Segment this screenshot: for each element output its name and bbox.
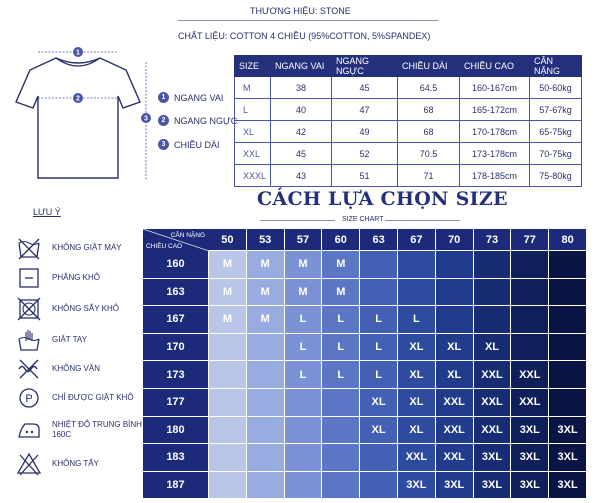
size-chart-cell: XXL bbox=[398, 444, 435, 471]
size-chart-cell: XXL bbox=[511, 361, 548, 388]
size-chart-label: SIZE CHART bbox=[342, 216, 384, 223]
height-cell: 170-178cm bbox=[460, 121, 530, 143]
size-chart-cell: L bbox=[322, 361, 359, 388]
table-row bbox=[235, 99, 582, 121]
height-header: 183 bbox=[143, 444, 208, 471]
size-chart-cell bbox=[247, 334, 284, 361]
size-chart-cell: M bbox=[209, 306, 246, 333]
iron-medium-icon bbox=[16, 417, 42, 443]
size-chart-cell bbox=[322, 444, 359, 471]
brand-divider bbox=[178, 20, 438, 21]
size-chart-cell: XL bbox=[360, 417, 397, 444]
size-chart-cell bbox=[360, 444, 397, 471]
size-chart-cell bbox=[511, 306, 548, 333]
size-chart-cell: M bbox=[247, 306, 284, 333]
height-header: 160 bbox=[143, 251, 208, 278]
x-axis-label: CÂN NẶNG bbox=[170, 232, 205, 239]
length-cell: 64.5 bbox=[398, 77, 460, 99]
size-chart-cell bbox=[549, 251, 586, 278]
col-header: NGANG VAI bbox=[271, 56, 332, 77]
size-chart-cell: XL bbox=[398, 417, 435, 444]
chart-title-divider bbox=[260, 220, 335, 221]
weight-header: 70 bbox=[436, 229, 473, 250]
care-label: NHIỆT ĐỘ TRUNG BÌNH 160C bbox=[52, 420, 142, 439]
legend-length bbox=[158, 139, 220, 150]
legend-label: CHIỀU DÀI bbox=[174, 139, 220, 150]
size-chart-cell: L bbox=[285, 361, 322, 388]
weight-header: 60 bbox=[322, 229, 359, 250]
weight-cell: 75-80kg bbox=[530, 165, 582, 187]
marker-3: 3 bbox=[144, 115, 148, 123]
care-label: GIẶT TAY bbox=[52, 335, 87, 344]
size-chart-cell: XXL bbox=[436, 389, 473, 416]
care-label: KHÔNG VẶN bbox=[52, 364, 101, 373]
grid-corner bbox=[143, 229, 209, 251]
size-chart-cell bbox=[285, 417, 322, 444]
size-chart-cell bbox=[209, 444, 246, 471]
size-chart-cell bbox=[474, 279, 511, 306]
size-chart-cell bbox=[285, 389, 322, 416]
legend-shoulder bbox=[158, 92, 223, 103]
size-cell: M bbox=[235, 77, 271, 99]
size-chart-cell: 3XL bbox=[511, 417, 548, 444]
size-chart-cell: XL bbox=[436, 334, 473, 361]
size-chart-cell bbox=[209, 472, 246, 499]
size-chart-cell bbox=[209, 361, 246, 388]
size-chart-cell bbox=[398, 251, 435, 278]
size-chart-cell bbox=[285, 472, 322, 499]
table-row bbox=[235, 165, 582, 187]
size-chart-cell bbox=[549, 279, 586, 306]
size-chart-cell bbox=[436, 306, 473, 333]
no-wring-icon bbox=[16, 356, 42, 382]
legend-num: 2 bbox=[158, 115, 169, 126]
size-chart-cell: 3XL bbox=[511, 444, 548, 471]
chart-title: CÁCH LỰA CHỌN SIZE bbox=[257, 188, 508, 210]
care-item bbox=[16, 417, 157, 443]
size-chart-cell bbox=[549, 334, 586, 361]
height-cell: 165-172cm bbox=[460, 99, 530, 121]
size-chart-cell bbox=[511, 334, 548, 361]
care-item bbox=[16, 296, 157, 322]
col-header: SIZE bbox=[235, 56, 271, 77]
weight-header: 53 bbox=[247, 229, 284, 250]
size-chart-cell bbox=[360, 251, 397, 278]
size-chart-cell bbox=[285, 444, 322, 471]
size-chart-cell bbox=[511, 251, 548, 278]
size-chart-cell bbox=[247, 444, 284, 471]
size-chart-cell bbox=[209, 417, 246, 444]
length-cell: 68 bbox=[398, 99, 460, 121]
size-chart-cell: XXL bbox=[511, 389, 548, 416]
care-label: PHẲNG KHÔ bbox=[52, 273, 101, 282]
size-chart-cell bbox=[549, 389, 586, 416]
weight-header: 67 bbox=[398, 229, 435, 250]
size-chart-cell: XL bbox=[398, 334, 435, 361]
size-chart-cell: XXL bbox=[474, 417, 511, 444]
size-chart-cell: M bbox=[322, 251, 359, 278]
size-chart-cell: M bbox=[209, 279, 246, 306]
size-chart-cell: 3XL bbox=[549, 417, 586, 444]
size-chart-cell bbox=[436, 279, 473, 306]
size-chart-cell: 3XL bbox=[549, 444, 586, 471]
weight-header: 77 bbox=[511, 229, 548, 250]
weight-cell: 70-75kg bbox=[530, 143, 582, 165]
chest-cell: 47 bbox=[332, 99, 398, 121]
care-label: KHÔNG GIẶT MÁY bbox=[52, 243, 122, 252]
size-chart-cell bbox=[549, 361, 586, 388]
size-cell: XXL bbox=[235, 143, 271, 165]
care-label: KHÔNG SẤY KHÔ bbox=[52, 304, 119, 313]
marker-1: 1 bbox=[76, 49, 80, 57]
height-header: 180 bbox=[143, 417, 208, 444]
size-chart-cell: XXL bbox=[436, 417, 473, 444]
height-header: 173 bbox=[143, 361, 208, 388]
size-chart-cell bbox=[322, 389, 359, 416]
size-chart-cell: L bbox=[360, 334, 397, 361]
col-header: CHIỀU CAO bbox=[460, 56, 530, 77]
size-chart-cell: M bbox=[209, 251, 246, 278]
size-chart-cell bbox=[474, 251, 511, 278]
care-item bbox=[16, 265, 157, 291]
svg-text:P: P bbox=[25, 393, 33, 405]
shoulder-cell: 45 bbox=[271, 143, 332, 165]
size-chart-cell: M bbox=[322, 279, 359, 306]
size-chart-cell: L bbox=[360, 361, 397, 388]
material-line: CHẤT LIỆU: COTTON 4 CHIỀU (95%COTTON, 5%SPANDEX) bbox=[178, 31, 431, 41]
y-axis-label: CHIỀU CAO bbox=[146, 243, 183, 250]
size-chart-cell bbox=[322, 472, 359, 499]
size-chart-cell: M bbox=[247, 251, 284, 278]
size-chart-cell: XXL bbox=[474, 389, 511, 416]
no-bleach-icon bbox=[16, 451, 42, 477]
chest-cell: 51 bbox=[332, 165, 398, 187]
shoulder-cell: 40 bbox=[271, 99, 332, 121]
legend-num: 1 bbox=[158, 92, 169, 103]
size-chart-cell bbox=[247, 361, 284, 388]
hand-wash-icon bbox=[16, 327, 42, 353]
shoulder-cell: 42 bbox=[271, 121, 332, 143]
size-chart-cell: 3XL bbox=[398, 472, 435, 499]
height-header: 177 bbox=[143, 389, 208, 416]
size-chart-cell: XXL bbox=[436, 444, 473, 471]
size-chart-cell bbox=[474, 306, 511, 333]
col-header: NGANG NGỰC bbox=[332, 56, 398, 77]
size-chart-cell: 3XL bbox=[549, 472, 586, 499]
shoulder-cell: 43 bbox=[271, 165, 332, 187]
care-label: CHỈ ĐƯỢC GIẶT KHÔ bbox=[52, 393, 134, 402]
size-chart-cell bbox=[360, 472, 397, 499]
weight-header: 50 bbox=[209, 229, 246, 250]
size-chart-cell bbox=[247, 389, 284, 416]
size-chart-cell bbox=[549, 306, 586, 333]
weight-header: 80 bbox=[549, 229, 586, 250]
size-chart-cell: L bbox=[322, 306, 359, 333]
size-cell: XXXL bbox=[235, 165, 271, 187]
legend-num: 3 bbox=[158, 139, 169, 150]
height-cell: 160-167cm bbox=[460, 77, 530, 99]
height-cell: 178-185cm bbox=[460, 165, 530, 187]
size-chart-cell: M bbox=[285, 279, 322, 306]
size-chart-cell: L bbox=[398, 306, 435, 333]
marker-2: 2 bbox=[76, 95, 80, 103]
length-cell: 70.5 bbox=[398, 143, 460, 165]
care-title: LƯU Ý bbox=[33, 207, 61, 217]
height-cell: 173-178cm bbox=[460, 143, 530, 165]
size-chart-cell: XL bbox=[474, 334, 511, 361]
size-chart-cell bbox=[247, 472, 284, 499]
weight-header: 63 bbox=[360, 229, 397, 250]
size-chart-cell: XL bbox=[398, 389, 435, 416]
care-item bbox=[16, 327, 157, 353]
weight-cell: 65-75kg bbox=[530, 121, 582, 143]
brand-line: THƯƠNG HIỆU: STONE bbox=[250, 6, 351, 16]
care-item bbox=[16, 235, 157, 261]
chart-title-divider bbox=[385, 220, 460, 221]
size-chart-cell bbox=[436, 251, 473, 278]
table-row bbox=[235, 121, 582, 143]
height-header: 170 bbox=[143, 334, 208, 361]
size-chart-cell bbox=[322, 417, 359, 444]
size-table bbox=[234, 55, 582, 187]
size-chart-cell: L bbox=[285, 306, 322, 333]
chest-cell: 52 bbox=[332, 143, 398, 165]
size-chart-cell: XL bbox=[398, 361, 435, 388]
care-label: KHÔNG TẨY bbox=[52, 459, 99, 468]
height-header: 163 bbox=[143, 279, 208, 306]
size-chart-cell: XL bbox=[360, 389, 397, 416]
weight-header: 57 bbox=[285, 229, 322, 250]
dry-clean-icon bbox=[16, 385, 42, 411]
size-table-header bbox=[235, 56, 582, 77]
weight-cell: 57-67kg bbox=[530, 99, 582, 121]
legend-label: NGANG NGỰC bbox=[174, 115, 238, 126]
size-chart-cell: 3XL bbox=[511, 472, 548, 499]
shoulder-cell: 38 bbox=[271, 77, 332, 99]
chest-cell: 49 bbox=[332, 121, 398, 143]
size-chart-cell bbox=[511, 279, 548, 306]
size-chart-cell: M bbox=[285, 251, 322, 278]
table-row bbox=[235, 77, 582, 99]
size-chart-cell: L bbox=[360, 306, 397, 333]
length-cell: 68 bbox=[398, 121, 460, 143]
size-chart-cell bbox=[360, 279, 397, 306]
weight-cell: 50-60kg bbox=[530, 77, 582, 99]
legend-chest bbox=[158, 115, 237, 126]
height-header: 187 bbox=[143, 472, 208, 499]
col-header: CHIỀU DÀI bbox=[398, 56, 460, 77]
col-header: CÂN NẶNG bbox=[530, 56, 582, 77]
size-chart-cell bbox=[209, 389, 246, 416]
size-chart-cell bbox=[209, 334, 246, 361]
shirt-diagram bbox=[8, 40, 153, 190]
legend-label: NGANG VAI bbox=[174, 92, 224, 103]
size-chart-cell: XXL bbox=[474, 361, 511, 388]
flat-dry-icon bbox=[16, 265, 42, 291]
size-chart-cell bbox=[247, 417, 284, 444]
size-chart-cell: L bbox=[322, 334, 359, 361]
height-header: 167 bbox=[143, 306, 208, 333]
no-tumble-dry-icon bbox=[16, 296, 42, 322]
size-chart-cell: L bbox=[285, 334, 322, 361]
weight-header: 73 bbox=[474, 229, 511, 250]
size-cell: L bbox=[235, 99, 271, 121]
chest-cell: 45 bbox=[332, 77, 398, 99]
no-machine-wash-icon bbox=[16, 235, 42, 261]
care-item bbox=[16, 451, 157, 477]
size-chart-cell: XL bbox=[436, 361, 473, 388]
length-cell: 71 bbox=[398, 165, 460, 187]
table-row bbox=[235, 143, 582, 165]
size-cell: XL bbox=[235, 121, 271, 143]
care-item bbox=[16, 356, 157, 382]
size-chart-cell bbox=[398, 279, 435, 306]
size-chart-cell: 3XL bbox=[474, 472, 511, 499]
care-item bbox=[16, 385, 157, 411]
size-chart-cell: 3XL bbox=[474, 444, 511, 471]
size-chart-cell: 3XL bbox=[436, 472, 473, 499]
size-chart-cell: M bbox=[247, 279, 284, 306]
